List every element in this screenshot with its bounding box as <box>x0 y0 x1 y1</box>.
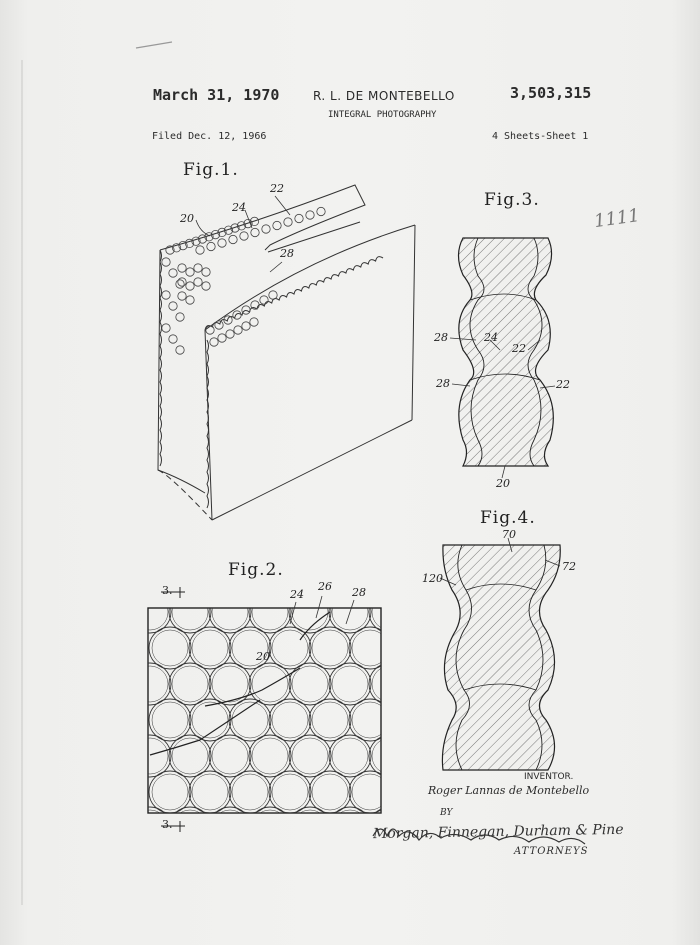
fig3-ref-28-upper: 28 <box>434 331 448 344</box>
fig1-ref-28: 28 <box>280 247 294 260</box>
lens-cell <box>129 735 171 777</box>
by-label: BY <box>440 808 453 818</box>
lens-bubble <box>202 268 210 276</box>
lens-cell-inner <box>132 666 168 702</box>
lens-cell-inner <box>332 810 368 846</box>
lens-cell-inner <box>152 630 188 666</box>
lens-cell-inner <box>252 810 288 846</box>
figure-1-drawing <box>158 185 415 520</box>
fig4-ref-72: 72 <box>562 560 576 573</box>
lens-bubble <box>233 311 241 319</box>
lens-cell-inner <box>312 630 348 666</box>
patent-date: March 31, 1970 <box>153 86 280 104</box>
lens-cell-inner <box>252 738 288 774</box>
lens-cell-inner <box>232 774 268 810</box>
lens-cell-inner <box>152 702 188 738</box>
fig3-ref-22-outer: 22 <box>556 378 570 391</box>
lens-cell-inner <box>192 702 228 738</box>
fig3-ref-24: 24 <box>484 331 498 344</box>
lens-bubble <box>250 318 258 326</box>
lens-cell-inner <box>272 702 308 738</box>
fig1-ref-22: 22 <box>270 182 284 195</box>
margin-note: 1111 <box>592 204 642 233</box>
lens-cell <box>309 627 351 669</box>
lens-bubble <box>242 306 250 314</box>
lens-cell <box>309 699 351 741</box>
lens-bubble <box>242 322 250 330</box>
lens-cell <box>269 699 311 741</box>
lens-cell <box>349 771 391 813</box>
lens-cell <box>189 627 231 669</box>
lens-cell <box>269 771 311 813</box>
lens-cell-inner <box>272 774 308 810</box>
lens-bubble <box>186 268 194 276</box>
lens-bubble <box>186 296 194 304</box>
lens-cell <box>389 699 431 741</box>
lens-bubble <box>186 282 194 290</box>
attorneys-label: ATTORNEYS <box>514 846 589 857</box>
fig2-section-mark-bottom: 3. <box>162 818 173 831</box>
patent-title: INTEGRAL PHOTOGRAPHY <box>328 110 437 120</box>
lens-cell-inner <box>192 630 228 666</box>
lens-cell <box>329 663 371 705</box>
lens-cell-inner <box>292 810 328 846</box>
lens-cell <box>389 627 431 669</box>
fig2-ref-24: 24 <box>290 588 304 601</box>
lens-cell-inner <box>232 702 268 738</box>
lens-cell <box>369 735 411 777</box>
lens-cell <box>229 699 271 741</box>
lens-bubble <box>176 313 184 321</box>
lens-cell-inner <box>352 630 388 666</box>
lens-cell-inner <box>352 702 388 738</box>
lens-cell-inner <box>132 594 168 630</box>
fig4-ref-70: 70 <box>502 528 516 541</box>
lens-cell <box>129 663 171 705</box>
lens-cell <box>209 735 251 777</box>
lens-bubble <box>229 235 237 243</box>
lens-bubble <box>260 296 268 304</box>
lens-bubble <box>194 264 202 272</box>
figure-2-drawing <box>129 587 431 849</box>
lens-cell-inner <box>392 774 428 810</box>
lens-bubble <box>215 321 223 329</box>
fig2-ref-20: 20 <box>256 650 270 663</box>
fig2-ref-28: 28 <box>352 586 366 599</box>
lens-cell-inner <box>172 594 208 630</box>
lens-cell <box>249 591 291 633</box>
lens-cell-inner <box>292 738 328 774</box>
lens-cell-inner <box>132 738 168 774</box>
lens-bubble <box>234 326 242 334</box>
figure-3-drawing <box>450 238 555 478</box>
lens-bubble <box>240 232 248 240</box>
lens-bubble <box>262 225 270 233</box>
lens-cell-inner <box>172 810 208 846</box>
lens-cell <box>149 627 191 669</box>
lens-bubble <box>251 228 259 236</box>
lens-cell <box>209 591 251 633</box>
lens-bubble <box>202 282 210 290</box>
lens-cell-inner <box>332 666 368 702</box>
filed-date: Filed Dec. 12, 1966 <box>152 131 267 142</box>
figure-1-label: Fig.1. <box>183 160 239 180</box>
figure-4-drawing <box>440 538 560 770</box>
lens-cell <box>189 771 231 813</box>
lens-cell-inner <box>352 774 388 810</box>
lens-cell <box>169 591 211 633</box>
lens-cell-inner <box>392 630 428 666</box>
fig1-ref-24: 24 <box>232 201 246 214</box>
figure-3-label: Fig.3. <box>484 190 540 210</box>
inventor-name: R. L. DE MONTEBELLO <box>313 89 455 103</box>
lens-cell-inner <box>252 594 288 630</box>
lens-bubble <box>295 214 303 222</box>
lens-cell <box>149 699 191 741</box>
lens-cell <box>229 771 271 813</box>
lens-cell <box>169 735 211 777</box>
lens-cell-inner <box>252 666 288 702</box>
lens-bubble <box>317 207 325 215</box>
sheet-count: 4 Sheets-Sheet 1 <box>492 131 589 142</box>
lens-cell <box>249 663 291 705</box>
lens-bubble <box>162 324 170 332</box>
lens-bubble <box>226 330 234 338</box>
lens-bubble <box>176 280 184 288</box>
lens-cell-inner <box>332 738 368 774</box>
lens-bubble <box>176 346 184 354</box>
lens-bubble <box>207 242 215 250</box>
lens-cell-inner <box>212 594 248 630</box>
lens-bubble <box>169 335 177 343</box>
lens-bubble <box>206 326 214 334</box>
lens-cell <box>169 663 211 705</box>
figure-2-label: Fig.2. <box>228 560 284 580</box>
lens-cell <box>309 771 351 813</box>
lens-cell <box>389 771 431 813</box>
lens-bubble <box>162 291 170 299</box>
lens-cell-inner <box>292 666 328 702</box>
fig3-ref-28-lower: 28 <box>436 377 450 390</box>
fig3-ref-20: 20 <box>496 477 510 490</box>
lens-bubble <box>218 334 226 342</box>
lens-bubble <box>196 246 204 254</box>
lens-cell-inner <box>152 774 188 810</box>
lens-bubble <box>178 292 186 300</box>
lens-cell-inner <box>192 774 228 810</box>
figure-1-lens-array <box>162 207 325 354</box>
lens-bubble <box>178 264 186 272</box>
lens-cell <box>329 735 371 777</box>
lens-cell <box>249 735 291 777</box>
figure-4-label: Fig.4. <box>480 508 536 528</box>
lens-cell <box>289 735 331 777</box>
lens-cell-inner <box>312 774 348 810</box>
lens-cell <box>209 663 251 705</box>
lens-cell <box>349 627 391 669</box>
lens-bubble <box>178 278 186 286</box>
lens-bubble <box>169 302 177 310</box>
lens-bubble <box>218 239 226 247</box>
lens-cell-inner <box>172 666 208 702</box>
lens-bubble <box>169 269 177 277</box>
lens-bubble <box>284 218 292 226</box>
lens-cell <box>349 699 391 741</box>
lens-bubble <box>162 258 170 266</box>
lens-bubble <box>210 338 218 346</box>
fig3-ref-22-inner: 22 <box>512 342 526 355</box>
fig4-ref-120: 120 <box>422 572 443 585</box>
inventor-heading: INVENTOR. <box>524 772 574 782</box>
fig2-ref-26: 26 <box>318 580 332 593</box>
attorney-signature: Morgan, Finnegan, Durham & Pine <box>372 821 624 843</box>
lens-bubble <box>273 221 281 229</box>
patent-number: 3,503,315 <box>510 84 592 102</box>
lens-cell-inner <box>312 702 348 738</box>
lens-cell-inner <box>372 594 408 630</box>
lens-bubble <box>306 211 314 219</box>
lens-cell <box>369 591 411 633</box>
lens-cell <box>149 771 191 813</box>
lens-cell-inner <box>372 738 408 774</box>
paper-mark <box>136 42 172 48</box>
lens-cell-inner <box>212 738 248 774</box>
lens-cell-inner <box>392 702 428 738</box>
fig1-ref-20: 20 <box>180 212 194 225</box>
fig2-section-mark-top: 3. <box>162 584 173 597</box>
lens-cell-inner <box>372 666 408 702</box>
lens-bubble <box>194 278 202 286</box>
inventor-signature: Roger Lannas de Montebello <box>428 784 590 797</box>
lens-cell-inner <box>212 810 248 846</box>
lens-cell <box>369 663 411 705</box>
lens-cell <box>289 663 331 705</box>
lens-bubble <box>269 291 277 299</box>
lens-cell <box>129 591 171 633</box>
lens-cell-inner <box>212 666 248 702</box>
